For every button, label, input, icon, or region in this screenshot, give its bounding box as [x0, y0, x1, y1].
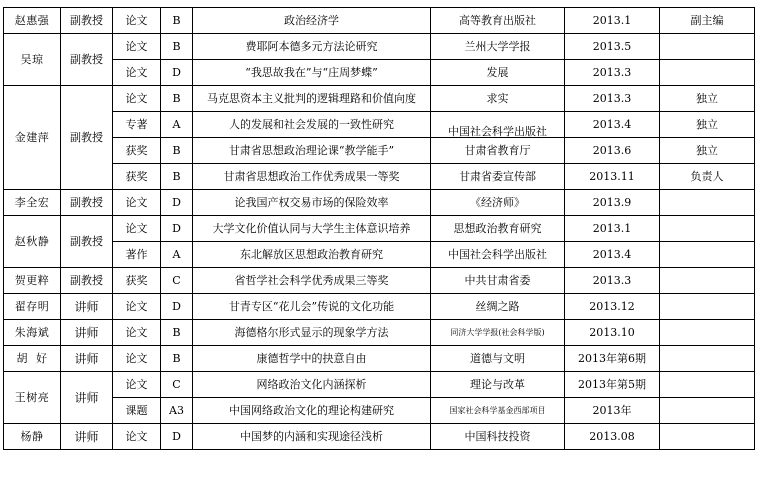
work-cell: 甘肃省思想政治理论课“教学能手” — [193, 138, 431, 164]
name-cell: 金建萍 — [4, 86, 61, 190]
work-cell: 省哲学社会科学优秀成果三等奖 — [193, 268, 431, 294]
work-cell: “我思故我在”与“庄周梦蝶” — [193, 60, 431, 86]
type-cell: 论文 — [113, 424, 161, 450]
name-cell: 吴琼 — [4, 34, 61, 86]
date-cell: 2013.4 — [565, 242, 660, 268]
role-cell — [660, 320, 755, 346]
role-cell — [660, 346, 755, 372]
title-cell: 副教授 — [61, 216, 113, 268]
work-cell: 大学文化价值认同与大学生主体意识培养 — [193, 216, 431, 242]
type-cell: 论文 — [113, 372, 161, 398]
name-cell: 朱海斌 — [4, 320, 61, 346]
publisher-cell: 甘肃省教育厅 — [431, 138, 565, 164]
work-cell: 人的发展和社会发展的一致性研究 — [193, 112, 431, 138]
date-cell: 2013.08 — [565, 424, 660, 450]
role-cell — [660, 268, 755, 294]
publisher-cell: 思想政治教育研究 — [431, 216, 565, 242]
level-cell: B — [161, 138, 193, 164]
table-row — [4, 398, 755, 424]
table-row — [4, 86, 755, 112]
work-cell: 网络政治文化内涵探析 — [193, 372, 431, 398]
role-cell — [660, 190, 755, 216]
work-cell: 马克思资本主义批判的逻辑理路和价值向度 — [193, 86, 431, 112]
title-cell: 讲师 — [61, 372, 113, 424]
work-cell: 甘青专区“花儿会”传说的文化功能 — [193, 294, 431, 320]
level-cell: B — [161, 8, 193, 34]
date-cell: 2013年第5期 — [565, 372, 660, 398]
date-cell: 2013.9 — [565, 190, 660, 216]
table-row — [4, 294, 755, 320]
date-cell: 2013.12 — [565, 294, 660, 320]
publisher-cell: 中共甘肃省委 — [431, 268, 565, 294]
publisher-cell: 求实 — [431, 86, 565, 112]
level-cell: C — [161, 268, 193, 294]
date-cell: 2013.10 — [565, 320, 660, 346]
role-cell — [660, 216, 755, 242]
role-cell: 独立 — [660, 112, 755, 138]
type-cell: 获奖 — [113, 138, 161, 164]
work-cell: 中国网络政治文化的理论构建研究 — [193, 398, 431, 424]
role-cell: 副主编 — [660, 8, 755, 34]
title-cell: 讲师 — [61, 320, 113, 346]
publisher-cell: 发展 — [431, 60, 565, 86]
role-cell: 独立 — [660, 86, 755, 112]
table-row — [4, 34, 755, 60]
title-cell: 讲师 — [61, 346, 113, 372]
publisher-cell: 中国社会科学出版社 — [431, 242, 565, 268]
role-cell: 独立 — [660, 138, 755, 164]
publisher-cell: 《经济师》 — [431, 190, 565, 216]
faculty-research-table — [3, 7, 755, 450]
title-cell: 讲师 — [61, 424, 113, 450]
type-cell: 获奖 — [113, 268, 161, 294]
publisher-text: 中国社会科学出版社 — [448, 124, 547, 138]
date-cell: 2013年第6期 — [565, 346, 660, 372]
title-cell: 副教授 — [61, 34, 113, 86]
date-cell: 2013.3 — [565, 60, 660, 86]
publisher-cell — [431, 112, 565, 138]
title-cell: 副教授 — [61, 190, 113, 216]
date-cell: 2013.6 — [565, 138, 660, 164]
name-cell: 赵惠强 — [4, 8, 61, 34]
publisher-cell: 道德与文明 — [431, 346, 565, 372]
level-cell: B — [161, 320, 193, 346]
level-cell: A3 — [161, 398, 193, 424]
work-cell: 中国梦的内涵和实现途径浅析 — [193, 424, 431, 450]
name-cell: 赵秋静 — [4, 216, 61, 268]
publisher-cell: 丝绸之路 — [431, 294, 565, 320]
type-cell: 论文 — [113, 8, 161, 34]
type-cell: 获奖 — [113, 164, 161, 190]
type-cell: 论文 — [113, 320, 161, 346]
publisher-cell: 理论与改革 — [431, 372, 565, 398]
publisher-cell: 甘肃省委宣传部 — [431, 164, 565, 190]
table-row — [4, 112, 755, 138]
table-row — [4, 190, 755, 216]
role-cell — [660, 424, 755, 450]
work-cell: 政治经济学 — [193, 8, 431, 34]
title-cell: 副教授 — [61, 8, 113, 34]
level-cell: D — [161, 190, 193, 216]
level-cell: B — [161, 346, 193, 372]
work-cell: 论我国产权交易市场的保险效率 — [193, 190, 431, 216]
table-row — [4, 60, 755, 86]
type-cell: 论文 — [113, 190, 161, 216]
role-cell — [660, 398, 755, 424]
publisher-cell: 兰州大学学报 — [431, 34, 565, 60]
type-cell: 论文 — [113, 86, 161, 112]
table-row — [4, 8, 755, 34]
table-row — [4, 372, 755, 398]
table-row — [4, 320, 755, 346]
role-cell — [660, 294, 755, 320]
level-cell: D — [161, 60, 193, 86]
table-row — [4, 138, 755, 164]
level-cell: D — [161, 294, 193, 320]
table-row — [4, 268, 755, 294]
level-cell: A — [161, 242, 193, 268]
type-cell: 专著 — [113, 112, 161, 138]
table-row — [4, 346, 755, 372]
level-cell: B — [161, 86, 193, 112]
title-cell: 副教授 — [61, 86, 113, 190]
name-cell: 贺更粹 — [4, 268, 61, 294]
publisher-cell: 同济大学学报(社会科学版) — [431, 320, 565, 346]
date-cell: 2013.4 — [565, 112, 660, 138]
level-cell: A — [161, 112, 193, 138]
role-cell — [660, 34, 755, 60]
name-cell: 王树亮 — [4, 372, 61, 424]
type-cell: 课题 — [113, 398, 161, 424]
date-cell: 2013.5 — [565, 34, 660, 60]
name-cell: 杨静 — [4, 424, 61, 450]
type-cell: 论文 — [113, 216, 161, 242]
name-cell: 李全宏 — [4, 190, 61, 216]
publisher-cell: 国家社会科学基金西部项目 — [431, 398, 565, 424]
table-row — [4, 242, 755, 268]
date-cell: 2013.1 — [565, 216, 660, 242]
publisher-cell: 中国科技投资 — [431, 424, 565, 450]
name-cell: 胡 好 — [4, 346, 61, 372]
date-cell: 2013.11 — [565, 164, 660, 190]
type-cell: 论文 — [113, 60, 161, 86]
type-cell: 论文 — [113, 34, 161, 60]
work-cell: 东北解放区思想政治教育研究 — [193, 242, 431, 268]
date-cell: 2013年 — [565, 398, 660, 424]
level-cell: C — [161, 372, 193, 398]
role-cell — [660, 60, 755, 86]
role-cell: 负责人 — [660, 164, 755, 190]
level-cell: D — [161, 424, 193, 450]
type-cell: 著作 — [113, 242, 161, 268]
work-cell: 费耶阿本德多元方法论研究 — [193, 34, 431, 60]
table-row — [4, 164, 755, 190]
level-cell: B — [161, 34, 193, 60]
work-cell: 海德格尔形式显示的现象学方法 — [193, 320, 431, 346]
type-cell: 论文 — [113, 346, 161, 372]
level-cell: B — [161, 164, 193, 190]
role-cell — [660, 242, 755, 268]
date-cell: 2013.3 — [565, 268, 660, 294]
role-cell — [660, 372, 755, 398]
title-cell: 讲师 — [61, 294, 113, 320]
title-cell: 副教授 — [61, 268, 113, 294]
table-row — [4, 424, 755, 450]
date-cell: 2013.3 — [565, 86, 660, 112]
date-cell: 2013.1 — [565, 8, 660, 34]
work-cell: 康德哲学中的抉意自由 — [193, 346, 431, 372]
level-cell: D — [161, 216, 193, 242]
publisher-cell: 高等教育出版社 — [431, 8, 565, 34]
work-cell: 甘肃省思想政治工作优秀成果一等奖 — [193, 164, 431, 190]
type-cell: 论文 — [113, 294, 161, 320]
name-cell: 翟存明 — [4, 294, 61, 320]
table-row — [4, 216, 755, 242]
